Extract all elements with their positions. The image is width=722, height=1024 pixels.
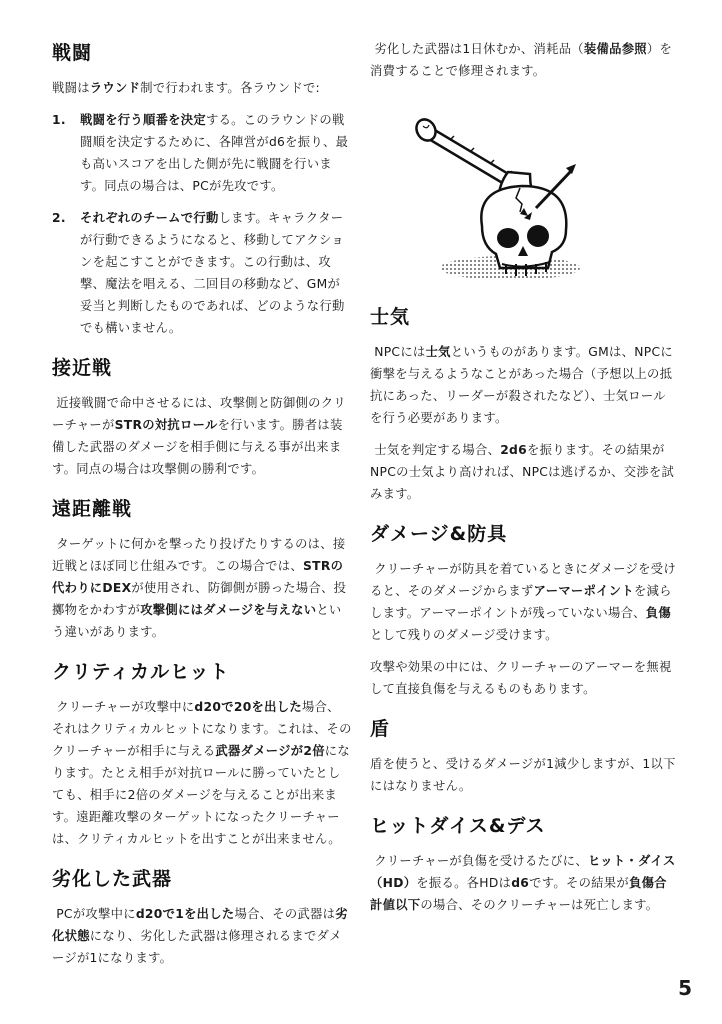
shield-section bbox=[370, 714, 676, 797]
ranged-section bbox=[52, 494, 352, 643]
combat-steps bbox=[52, 109, 352, 339]
morale-heading: 士気 bbox=[370, 306, 411, 328]
melee-heading: 接近戦 bbox=[52, 357, 113, 379]
degraded-text: PCが攻撃中にd20で1を出した場合、その武器は劣化状態になり、劣化した武器は修理されるまでダメージが1になります。 bbox=[52, 907, 348, 965]
shield-text: 盾を使うと、受けるダメージが1減少しますが、1以下にはなりません。 bbox=[370, 757, 676, 793]
melee-section bbox=[52, 353, 352, 480]
ranged-heading: 遠距離戦 bbox=[52, 498, 133, 520]
morale-roll-text: 士気を判定する場合、2d6を振ります。その結果がNPCの士気より高ければ、NPCは逃げるか、交渉を試みます。 bbox=[370, 443, 675, 501]
degraded-heading: 劣化した武器 bbox=[52, 868, 173, 890]
hitdice-section bbox=[370, 811, 676, 916]
hitdice-text: クリーチャーが負傷を受けるたびに、ヒット・ダイス（HD）を振る。各HDはd6です。その結果が負傷合計値以下の場合、そのクリーチャーは死亡します。 bbox=[370, 854, 676, 912]
critical-heading: クリティカルヒット bbox=[52, 661, 230, 683]
degraded-repair-text: 劣化した武器は1日休むか、消耗品（装備品参照）を消費することで修理されます。 bbox=[370, 42, 673, 78]
melee-text: 近接戦闘で命中させるには、攻撃側と防御側のクリーチャーがSTRの対抗ロールを行います。勝者は装備した武器のダメージを相手側に与える事が出来ます。同点の場合は攻撃側の勝利です。 bbox=[52, 396, 346, 476]
shield-heading: 盾 bbox=[370, 718, 391, 740]
left-column bbox=[52, 38, 352, 983]
combat-section bbox=[52, 38, 352, 339]
step-number: 1. bbox=[52, 113, 66, 127]
morale-text: NPCには士気というものがあります。GMは、NPCに衝撃を与えるようなことがあった場合（予想以上の抵抗にあった、リーダーが殺されたなど）、士気ロールを行う必要があります。 bbox=[370, 345, 673, 425]
combat-intro: 戦闘はラウンド制で行われます。各ラウンドで: bbox=[52, 81, 321, 95]
critical-section bbox=[52, 657, 352, 850]
step-number: 2. bbox=[52, 211, 66, 225]
page-number: 5 bbox=[678, 976, 692, 1000]
combat-step-1: 1. 戦闘を行う順番を決定する。このラウンドの戦闘順を決定するために、各陣営がd6を振り、最も高いスコアを出した側が先に戦闘を行います。同点の場合は、PCが先攻です。 bbox=[52, 109, 352, 197]
skull-axe-arrow-illustration bbox=[390, 96, 590, 286]
damage-text: クリーチャーが防具を着ているときにダメージを受けると、そのダメージからまずアーマーポイントを減らします。アーマーポイントが残っていない場合、負傷として残りのダメージ受けます。 bbox=[370, 562, 676, 642]
combat-heading: 戦闘 bbox=[52, 42, 93, 64]
degraded-section bbox=[52, 864, 352, 969]
morale-section bbox=[370, 302, 676, 505]
right-column bbox=[370, 38, 676, 930]
critical-text: クリーチャーが攻撃中にd20で20を出した場合、それはクリティカルヒットになります。これは、そのクリーチャーが相手に与える武器ダメージが2倍になります。たとえ相手が対抗ロールに勝っていたとしても、相手に2倍のダメージを与えることが出来ます。遠距離攻撃のターゲットになったクリーチャーは、クリティカルヒットを出すことが出来ません。 bbox=[52, 700, 352, 846]
ranged-text: ターゲットに何かを撃ったり投げたりするのは、接近戦とほぼ同じ仕組みです。この場合では、STRの代わりにDEXが使用され、防御側が勝った場合、投擲物をかわすが攻撃側にはダメージを与えないという違いがあります。 bbox=[52, 537, 347, 639]
combat-step-2: 2. それぞれのチームで行動します。キャラクターが行動できるようになると、移動してアクションを起こすことができます。この行動は、攻撃、魔法を唱える、二回目の移動など、GMが妥当と判断したものであれば、どのような行動でも構いません。 bbox=[52, 207, 352, 339]
damage-bypass-text: 攻撃や効果の中には、クリーチャーのアーマーを無視して直接負傷を与えるものもあります。 bbox=[370, 660, 672, 696]
damage-heading: ダメージ&防具 bbox=[370, 523, 508, 545]
damage-section bbox=[370, 519, 676, 700]
hitdice-heading: ヒットダイス&デス bbox=[370, 815, 546, 837]
